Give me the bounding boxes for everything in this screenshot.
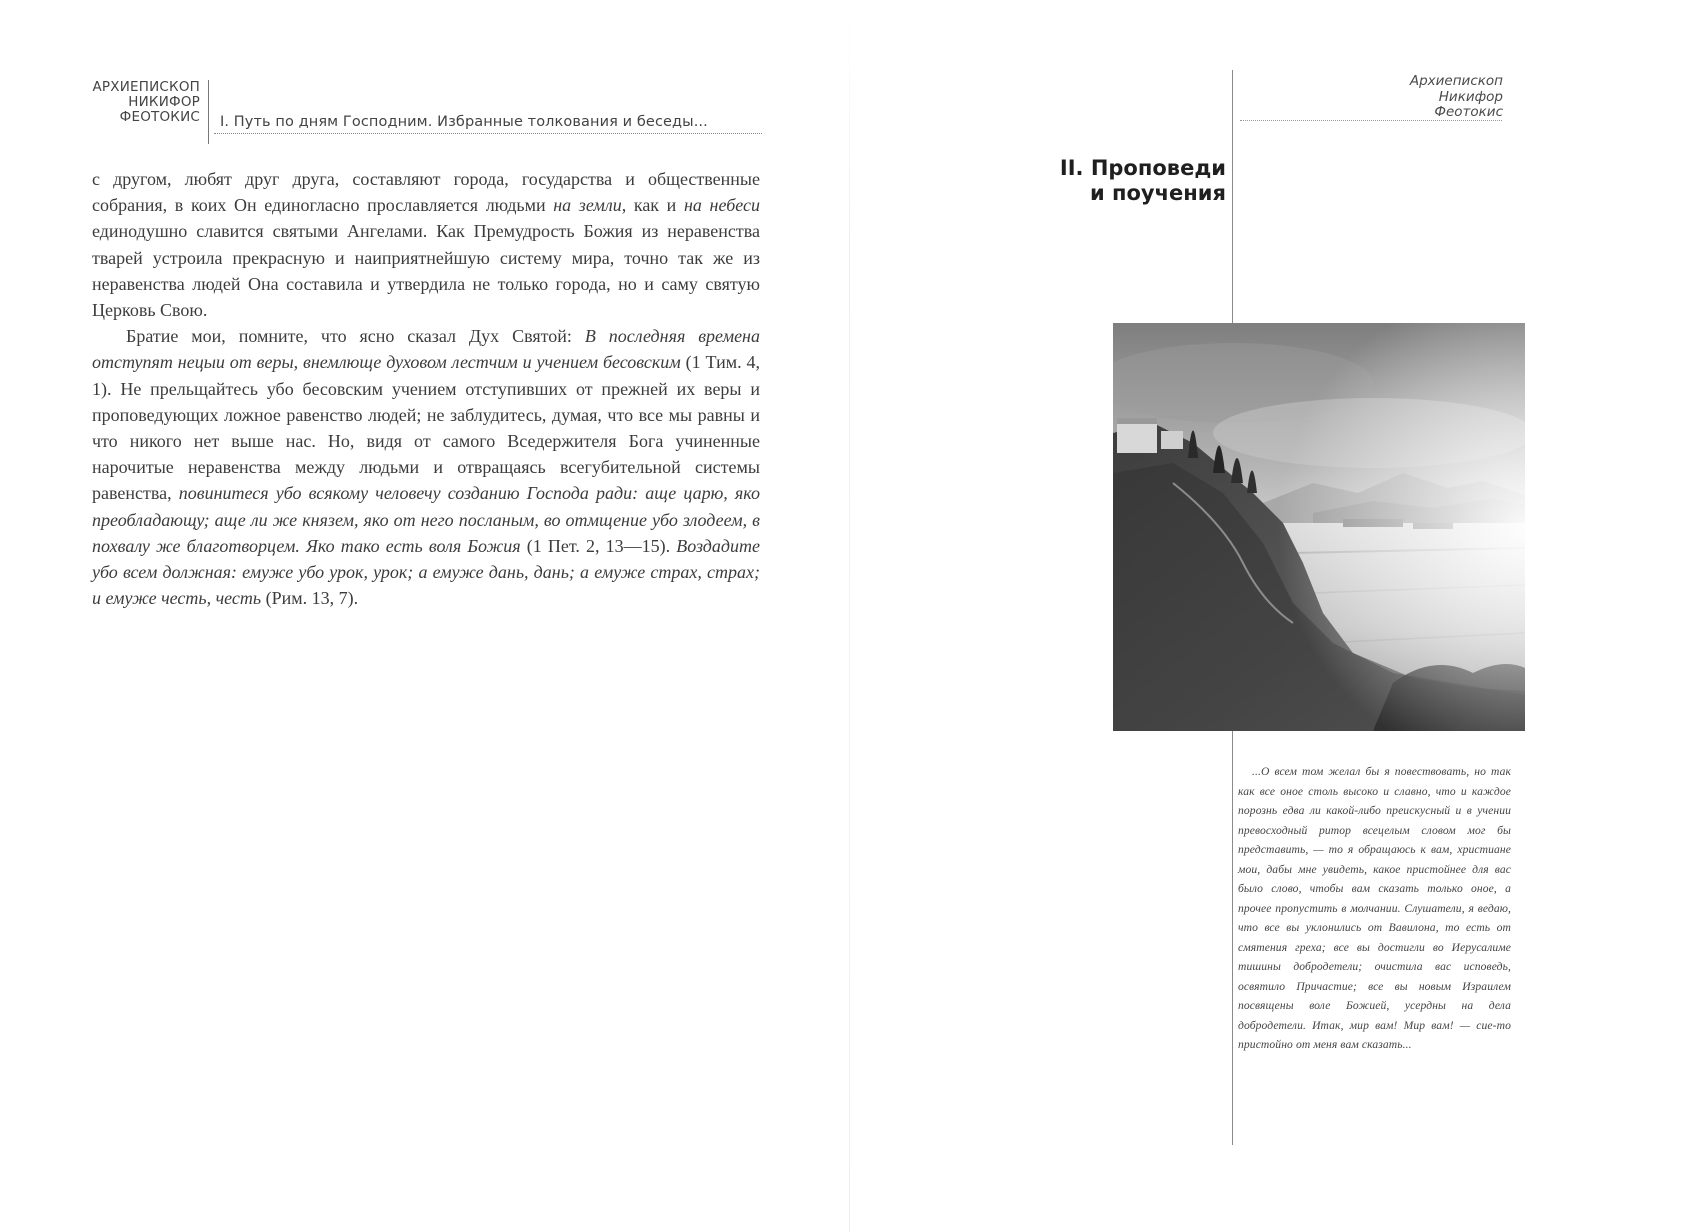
section-title-line-2: и поучения [1089,181,1226,205]
text-run: (Рим. 13, 7). [261,588,359,609]
running-head: I. Путь по дням Господним. Избранные толкования и беседы... [220,114,708,130]
paragraph-2 [92,323,760,611]
italic-run: В последняя времена отступят нецыи от веры, внемлюще духовом лестчим и учением бесовским [92,326,760,373]
right-author-line-1: Архиепископ [1409,73,1503,89]
left-author-line-2: НИКИФОР [128,94,200,110]
text-run: (1 Тим. 4, 1). Не прельщайтесь убо бесовским учением отступивших от прежней их веры и проповедующих ложное равенство людей; не заблудитесь, думая, что все мы равны и что никого нет выше нас. Но, видя от самого Вседержителя Бога учиненные нарочитые неравенства между людьми и отвращаясь всегубительной системы равенства, [92,352,760,504]
paragraph-1 [92,166,760,323]
right-author-line-2: Никифор [1438,88,1503,105]
page-gutter [849,0,850,1232]
italic-run: Воздадите убо всем должная: емуже убо урок, урок; а емуже дань, дань; а емуже страх, страх; и емуже честь, честь [92,535,760,609]
epigraph-text: ...О всем том желал бы я повествовать, но так как все оное столь высоко и славно, что и каждое порознь едва ли какой-либо преискусный и в учении превосходный ритор всецелым словом мог бы представить, — то я обращаюсь к вам, христиане мои, дабы мне увидеть, какое пристойнее для вас было слово, чтобы вам сказать только оное, а прочее пропустить в молчании. Слушатели, я ведаю, что все вы уклонились от Вавилона, то есть от смятения греха; все вы достигли во Иерусалиме тишины добродетели; очистила вас исповедь, освятило Причастие; все вы новым Израилем посвящены воле Божией, усердны на дела добродетели. Итак, мир вам! Мир вам! — сие-то пристойно от меня вам сказать... [1238,765,1511,1051]
left-author-line-3: ФЕОТОКИС [119,109,200,125]
text-run: Братие мои, помните, что ясно сказал Дух Святой: [126,326,585,347]
left-header-rule [214,133,762,134]
landscape-engraving [1113,323,1525,731]
left-header-divider [208,80,209,144]
right-header-rule [1240,120,1502,121]
right-author-line-3: Феотокис [1434,104,1503,120]
right-author-block [1395,74,1503,121]
left-author-block [88,80,200,125]
section-title [990,156,1226,206]
text-run: единодушно славится святыми Ангелами. Как Премудрость Божия из неравенства тварей устроила прекрасную и наиприятнейшую систему мира, точно так же из неравенства людей Она составила и утвердила не только города, но и саму святую Церковь Свою. [92,221,760,321]
text-run: с другом, любят друг друга, составляют города, государства и общественные собрания, в коих Он единогласно прославляется людьми [92,169,760,216]
section-title-line-1: II. Проповеди [1059,156,1226,180]
italic-run: на земли [553,195,622,216]
left-author-line-1: АРХИЕПИСКОП [92,79,200,95]
text-run: , как и [621,195,684,216]
left-body-text [92,166,760,611]
epigraph-quote [1238,762,1511,1055]
italic-run: на небеси [683,195,760,216]
text-run: (1 Пет. 2, 13—15). [520,535,677,556]
italic-run: повинитеся убо всякому человечу созданию Господа ради: аще царю, яко преобладающу; аще ли же князем, яко от него посланым, во отмщение убо злодеем, в похвалу же благотворцем. Яко тако есть воля Божия [92,483,760,556]
